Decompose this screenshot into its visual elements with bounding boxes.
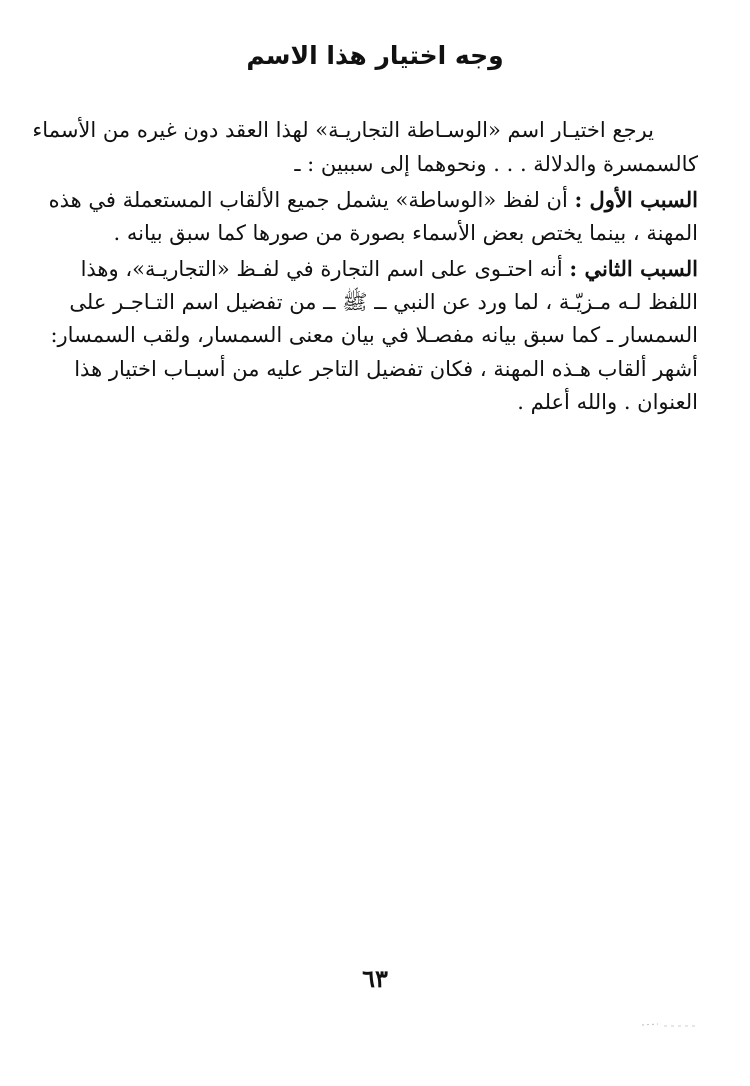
scan-smudge [640,1020,700,1030]
reason-two-line-3: السمسار ـ كما سبق بيانه مفصـلا في بيان معنى السمسار، ولقب السمسار: [50,323,698,347]
intro-line-2: كالسمسرة والدلالة . . . ونحوهما إلى سببين : ـ [294,151,698,176]
section-heading: وجه اختيار هذا الاسم [246,41,504,70]
reason-two-line-5: العنوان . والله أعلم . [517,390,698,414]
reason-two-label: السبب الثاني : [569,256,698,281]
intro-line-1: يرجع اختيـار اسم «الوسـاطة التجاريـة» لهذا العقد دون غيره من الأسماء [32,118,654,142]
reason-one-text: أن لفظ «الوساطة» يشمل جميع الألقاب المستعملة في هذه [48,188,568,212]
reason-two-first-line [80,252,698,286]
reason-two-line-2: اللفظ لـه مـزيّـة ، لما ورد عن النبي ــ ﷺ ــ من تفضيل اسم التـاجـر على [69,289,698,314]
reason-two-line-4: أشهر ألقاب هـذه المهنة ، فكان تفضيل التاجر عليه من أسبـاب اختيار هذا [74,356,698,381]
page-number: ٦٣ [362,964,388,993]
reason-two-text: أنه احتـوى على اسم التجارة في لفـظ «التجاريـة»، وهذا [80,257,563,281]
body-text [32,114,698,420]
reason-one-first-line [48,183,698,217]
reason-one-line-2: المهنة ، بينما يختص بعض الأسماء بصورة من صورها كما سبق بيانه . [113,220,698,245]
reason-one-label: السبب الأول : [574,187,698,212]
